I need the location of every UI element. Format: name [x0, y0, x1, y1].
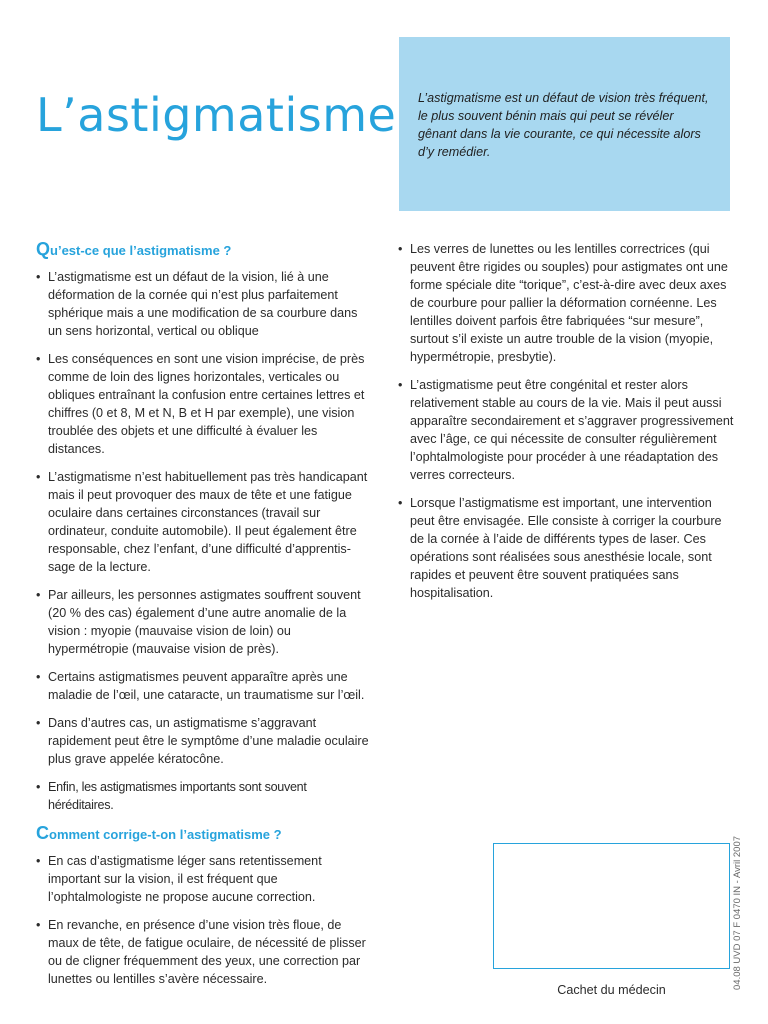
list-item: • Les verres de lunettes ou les lentilles correctrices (qui peuvent être rigides ou souples) pour astigmates ont une forme spéciale dite “torique”, c’est-à-dire avec deux axes de courbure pour pallier la déformation cornéenne. Les lentilles doivent parfois être fabriquées “sur mesure”, surtout s’il existe un autre trouble de la vision (myopie, hypermétropie, presbytie).	[398, 240, 734, 366]
section-title-initial: C	[36, 823, 49, 843]
document-reference-code: 04.08 UVD 07 F 0470 IN - Avril 2007	[732, 835, 743, 990]
left-column	[36, 240, 372, 998]
section-title-rest: u’est-ce que l’astigmatisme ?	[50, 243, 232, 258]
section-title-what-is	[36, 240, 372, 260]
section-title-initial: Q	[36, 239, 51, 259]
right-column	[398, 240, 734, 612]
bullet-list-what-is	[36, 268, 372, 814]
section-title-how-corrected	[36, 824, 372, 844]
list-item: • L’astigmatisme n’est habituellement pas très handicapant mais il peut provoquer des maux de tête et une fatigue oculaire dans certaines circonstances (travail sur ordinateur, conduite automobile). Il peut également être responsable, chez l’enfant, d’une difficulté d’apprentis-sage de la lecture.	[36, 468, 372, 576]
intro-text: L’astigmatisme est un défaut de vision très fréquent, le plus souvent bénin mais qui peut se révéler gênant dans la vie courante, ce qui nécessite alors d’y remédier.	[418, 91, 709, 159]
list-item: • Lorsque l’astigmatisme est important, une intervention peut être envisagée. Elle consiste à corriger la courbure de la cornée à l’aide de différents types de laser. Ces opérations sont réalisées sous anesthésie locale, sont rapides et peuvent être souvent pratiquées sans hospitalisation.	[398, 494, 734, 602]
list-item: • L’astigmatisme peut être congénital et rester alors relativement stable au cours de la vie. Mais il peut aussi apparaître secondairement et s’aggraver progressivement avec l’âge, ce qui nécessite de consulter régulièrement l’ophtalmologiste pour procéder à une réadaptation des verres correcteurs.	[398, 376, 734, 484]
page-title: L’astigmatisme	[36, 88, 397, 142]
doctor-stamp-box	[493, 843, 730, 969]
bullet-list-how-corrected	[36, 852, 372, 988]
list-item: • Enfin, les astigmatismes importants sont souvent héréditaires.	[36, 778, 372, 814]
list-item: • Par ailleurs, les personnes astigmates souffrent souvent (20 % des cas) également d’une autre anomalie de la vision : myopie (mauvaise vision de loin) ou hypermétropie (mauvaise vision de près).	[36, 586, 372, 658]
list-item: • En cas d’astigmatisme léger sans retentissement important sur la vision, il est fréquent que l’ophtalmologiste ne propose aucune correction.	[36, 852, 372, 906]
stamp-caption: Cachet du médecin	[557, 983, 666, 997]
list-item: • Certains astigmatismes peuvent apparaître après une maladie de l’œil, une cataracte, un traumatisme sur l’œil.	[36, 668, 372, 704]
list-item: • En revanche, en présence d’une vision très floue, de maux de tête, de fatigue oculaire, de nécessité de plisser ou de cligner fréquemment des yeux, une correction par lunettes ou lentilles s’avère nécessaire.	[36, 916, 372, 988]
list-item: • Les conséquences en sont une vision imprécise, de près comme de loin des lignes horizontales, verticales ou obliques entraînant la confusion entre certaines lettres et chiffres (0 et 8, M et N, B et H par exemple), une vision troublée des objets et une difficulté à évaluer les distances.	[36, 350, 372, 458]
intro-box	[399, 37, 730, 211]
bullet-list-continued	[398, 240, 734, 602]
list-item: • L’astigmatisme est un défaut de la vision, lié à une déformation de la cornée qui n’est plus parfaitement sphérique mais a une modification de sa courbure dans un sens horizontal, vertical ou oblique	[36, 268, 372, 340]
list-item: • Dans d’autres cas, un astigmatisme s’aggravant rapidement peut être le symptôme d’une maladie oculaire plus grave appelée kératocône.	[36, 714, 372, 768]
section-title-rest: omment corrige-t-on l’astigmatisme ?	[49, 827, 282, 842]
